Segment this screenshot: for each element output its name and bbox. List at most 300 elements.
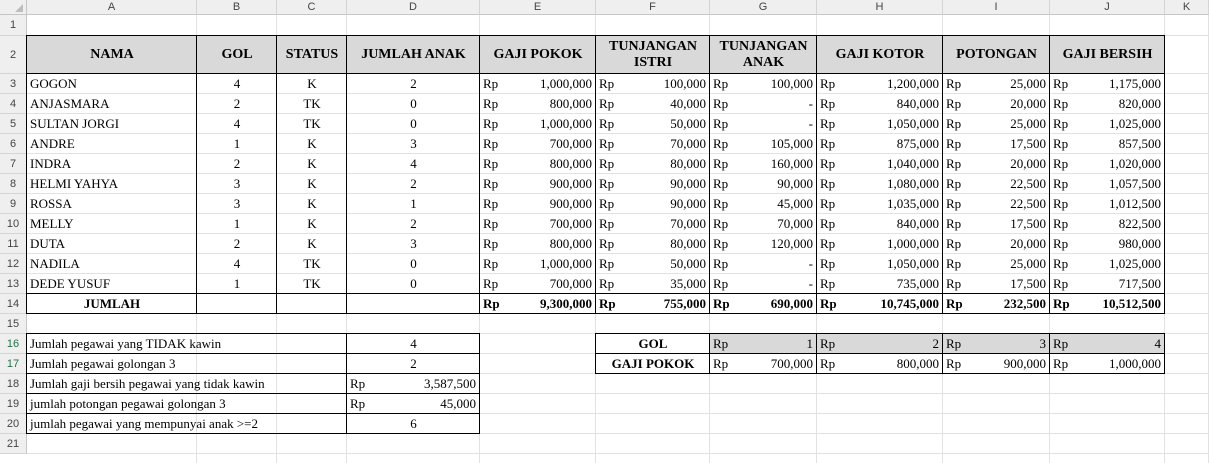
amount-value: 25,000 — [1010, 116, 1046, 131]
potongan-cell[interactable] — [943, 174, 1050, 194]
lookup-gol-cell[interactable] — [710, 334, 817, 354]
column-header-J[interactable]: J — [1050, 0, 1165, 15]
employee-name[interactable]: HELMI YAHYA — [30, 176, 118, 191]
table-border-v — [595, 36, 596, 314]
table-border-h — [26, 35, 1165, 36]
total-potongan[interactable] — [943, 294, 1050, 314]
employee-status[interactable]: K — [307, 216, 317, 231]
row-header-9[interactable]: 9 — [0, 194, 27, 214]
employee-children[interactable]: 3 — [410, 236, 417, 251]
gaji-bersih-cell[interactable] — [1050, 74, 1165, 94]
currency-label: Rp — [599, 196, 615, 211]
header-jumlah-anak[interactable]: JUMLAH ANAK — [347, 36, 480, 74]
gaji-pokok-cell[interactable] — [480, 154, 596, 174]
gaji-bersih-cell[interactable] — [1050, 274, 1165, 294]
amount-value: 857,500 — [1118, 136, 1161, 151]
row-header-6[interactable]: 6 — [0, 134, 27, 154]
tunjangan-anak-cell[interactable] — [710, 134, 817, 154]
amount-value: 22,500 — [1010, 196, 1046, 211]
amount-value: 755,000 — [663, 296, 706, 311]
currency-label: Rp — [1053, 176, 1069, 191]
lookup-gaji-cell[interactable] — [943, 354, 1050, 374]
currency-label: Rp — [820, 96, 836, 111]
gaji-pokok-cell[interactable] — [480, 274, 596, 294]
currency-label: Rp — [1053, 356, 1069, 371]
lookup-border — [595, 333, 596, 374]
total-gaji-bersih[interactable] — [1050, 294, 1165, 314]
header-gaji-kotor[interactable]: GAJI KOTOR — [817, 36, 943, 74]
row-header-14[interactable]: 14 — [0, 294, 27, 314]
tunjangan-anak-cell[interactable] — [710, 154, 817, 174]
lookup-gaji-cell[interactable] — [817, 354, 943, 374]
currency-label: Rp — [820, 76, 836, 91]
currency-label: Rp — [946, 176, 962, 191]
employee-status[interactable]: K — [307, 176, 317, 191]
summary-label[interactable]: Jumlah pegawai golongan 3 — [30, 356, 176, 371]
currency-label: Rp — [483, 236, 499, 251]
lookup-border — [709, 333, 710, 374]
gaji-kotor-cell[interactable] — [817, 234, 943, 254]
currency-label: Rp — [1053, 236, 1069, 251]
tunjangan-istri-cell[interactable] — [596, 134, 710, 154]
employee-gol[interactable]: 4 — [233, 256, 241, 271]
gaji-kotor-cell[interactable] — [817, 94, 943, 114]
row-header-7[interactable]: 7 — [0, 154, 27, 174]
potongan-cell[interactable] — [943, 274, 1050, 294]
amount-value: 45,000 — [440, 396, 476, 411]
employee-name[interactable]: ANJASMARA — [30, 96, 110, 111]
employee-status[interactable]: TK — [303, 96, 321, 111]
tunjangan-anak-cell[interactable] — [710, 214, 817, 234]
summary-label[interactable]: Jumlah pegawai yang TIDAK kawin — [30, 336, 222, 351]
currency-label: Rp — [1053, 196, 1069, 211]
gaji-kotor-cell[interactable] — [817, 194, 943, 214]
column-header-C[interactable]: C — [277, 0, 347, 15]
gaji-kotor-cell[interactable] — [817, 154, 943, 174]
gaji-bersih-cell[interactable] — [1050, 154, 1165, 174]
gaji-pokok-cell[interactable] — [480, 74, 596, 94]
currency-label: Rp — [946, 276, 962, 291]
header-status[interactable]: STATUS — [277, 36, 347, 74]
currency-label: Rp — [599, 216, 615, 231]
potongan-cell[interactable] — [943, 94, 1050, 114]
potongan-cell[interactable] — [943, 234, 1050, 254]
column-header-A[interactable]: A — [27, 0, 197, 15]
employee-gol[interactable]: 2 — [233, 236, 241, 251]
amount-value: 40,000 — [670, 96, 706, 111]
employee-gol[interactable]: 1 — [233, 136, 241, 151]
currency-label: Rp — [820, 116, 836, 131]
currency-label: Rp — [350, 396, 366, 411]
header-tunj-anak[interactable]: TUNJANGAN ANAK — [710, 36, 817, 74]
amount-value: 1,080,000 — [887, 176, 939, 191]
employee-status[interactable]: K — [307, 76, 317, 91]
currency-label: Rp — [713, 196, 729, 211]
amount-value: 17,500 — [1010, 276, 1046, 291]
header-potongan[interactable]: POTONGAN — [943, 36, 1050, 74]
currency-label: Rp — [820, 176, 836, 191]
total-tunjangan-anak[interactable] — [710, 294, 817, 314]
employee-name[interactable]: DUTA — [30, 236, 66, 251]
amount-value: 700,000 — [549, 136, 592, 151]
currency-label: Rp — [1053, 336, 1069, 351]
currency-label: Rp — [599, 236, 615, 251]
employee-gol[interactable]: 4 — [233, 116, 241, 131]
currency-label: Rp — [1053, 136, 1069, 151]
total-gaji-pokok[interactable] — [480, 294, 596, 314]
currency-label: Rp — [599, 176, 615, 191]
header-gaji-pokok[interactable]: GAJI POKOK — [480, 36, 596, 74]
row-header-8[interactable]: 8 — [0, 174, 27, 194]
amount-value: 820,000 — [1118, 96, 1161, 111]
employee-name[interactable]: DEDE YUSUF — [30, 276, 111, 291]
amount-value: 17,500 — [1010, 136, 1046, 151]
amount-value: - — [808, 96, 813, 111]
table-border-v — [26, 36, 27, 314]
employee-status[interactable]: K — [307, 196, 317, 211]
gaji-pokok-cell[interactable] — [480, 134, 596, 154]
currency-label: Rp — [483, 176, 499, 191]
employee-status[interactable]: K — [307, 236, 317, 251]
amount-value: 45,000 — [777, 196, 813, 211]
table-border-h — [26, 73, 1165, 74]
select-all-corner[interactable] — [0, 0, 27, 15]
row-header-20[interactable]: 20 — [0, 414, 27, 434]
currency-label: Rp — [713, 256, 729, 271]
gaji-kotor-cell[interactable] — [817, 74, 943, 94]
gaji-bersih-cell[interactable] — [1050, 134, 1165, 154]
amount-value: 1,035,000 — [887, 196, 939, 211]
currency-label: Rp — [820, 236, 836, 251]
lookup-border — [595, 373, 1165, 374]
employee-children[interactable]: 0 — [410, 276, 417, 291]
summary-label[interactable]: jumlah potongan pegawai golongan 3 — [30, 396, 226, 411]
potongan-cell[interactable] — [943, 194, 1050, 214]
currency-label: Rp — [820, 296, 837, 311]
amount-value: 800,000 — [549, 236, 592, 251]
gaji-kotor-cell[interactable] — [817, 114, 943, 134]
employee-name[interactable]: MELLY — [30, 216, 74, 231]
tunjangan-anak-cell[interactable] — [710, 74, 817, 94]
header-nama[interactable]: NAMA — [27, 36, 197, 74]
row-header-3[interactable]: 3 — [0, 74, 27, 94]
amount-value: 35,000 — [670, 276, 706, 291]
table-border-v — [346, 36, 347, 314]
table-border-h — [26, 313, 1165, 314]
gaji-kotor-cell[interactable] — [817, 174, 943, 194]
gaji-pokok-cell[interactable] — [480, 94, 596, 114]
currency-label: Rp — [946, 196, 962, 211]
row-header-12[interactable]: 12 — [0, 254, 27, 274]
gaji-pokok-cell[interactable] — [480, 254, 596, 274]
total-gaji-kotor[interactable] — [817, 294, 943, 314]
amount-value: 840,000 — [896, 96, 939, 111]
amount-value: 1,000,000 — [540, 76, 592, 91]
row-header-1[interactable]: 1 — [0, 15, 27, 36]
amount-value: 1,050,000 — [887, 256, 939, 271]
currency-label: Rp — [946, 136, 962, 151]
tunjangan-istri-cell[interactable] — [596, 154, 710, 174]
potongan-cell[interactable] — [943, 254, 1050, 274]
currency-label: Rp — [1053, 156, 1069, 171]
currency-label: Rp — [713, 96, 729, 111]
gaji-pokok-cell[interactable] — [480, 174, 596, 194]
lookup-border — [1164, 333, 1165, 374]
tunjangan-anak-cell[interactable] — [710, 194, 817, 214]
gridline-h — [27, 453, 1209, 454]
employee-gol[interactable]: 1 — [233, 216, 241, 231]
employee-status[interactable]: TK — [303, 276, 321, 291]
currency-label: Rp — [483, 216, 499, 231]
tunjangan-istri-cell[interactable] — [596, 94, 710, 114]
lookup-border — [816, 333, 817, 374]
amount-value: - — [808, 256, 813, 271]
lookup-gol-cell[interactable] — [1050, 334, 1165, 354]
employee-children[interactable]: 0 — [410, 116, 417, 131]
gaji-bersih-cell[interactable] — [1050, 254, 1165, 274]
totals-label[interactable]: JUMLAH — [83, 296, 141, 311]
tunjangan-istri-cell[interactable] — [596, 174, 710, 194]
row-header-10[interactable]: 10 — [0, 214, 27, 234]
currency-label: Rp — [713, 336, 729, 351]
column-header-E[interactable]: E — [480, 0, 596, 15]
currency-label: Rp — [1053, 116, 1069, 131]
row-header-17[interactable]: 17 — [0, 354, 27, 374]
employee-children[interactable]: 2 — [410, 76, 417, 91]
currency-label: Rp — [713, 116, 729, 131]
table-border-v — [942, 36, 943, 314]
currency-label: Rp — [713, 76, 729, 91]
tunjangan-anak-cell[interactable] — [710, 254, 817, 274]
currency-label: Rp — [820, 216, 836, 231]
summary-border — [346, 333, 347, 434]
column-header-K[interactable]: K — [1165, 0, 1209, 15]
currency-label: Rp — [820, 256, 836, 271]
summary-border — [26, 433, 480, 434]
gaji-kotor-cell[interactable] — [817, 214, 943, 234]
row-header-19[interactable]: 19 — [0, 394, 27, 414]
header-gol[interactable]: GOL — [197, 36, 277, 74]
employee-children[interactable]: 2 — [410, 216, 417, 231]
currency-label: Rp — [946, 96, 962, 111]
summary-label[interactable]: Jumlah gaji bersih pegawai yang tidak kawin — [30, 376, 265, 391]
tunjangan-istri-cell[interactable] — [596, 194, 710, 214]
row-header-2[interactable]: 2 — [0, 36, 27, 74]
gaji-kotor-cell[interactable] — [817, 254, 943, 274]
employee-status[interactable]: TK — [303, 116, 321, 131]
lookup-gol-cell[interactable] — [817, 334, 943, 354]
gaji-pokok-cell[interactable] — [480, 194, 596, 214]
employee-children[interactable]: 1 — [410, 196, 417, 211]
potongan-cell[interactable] — [943, 214, 1050, 234]
lookup-gol-label[interactable]: GOL — [638, 336, 668, 351]
tunjangan-istri-cell[interactable] — [596, 114, 710, 134]
gaji-kotor-cell[interactable] — [817, 274, 943, 294]
gaji-bersih-cell[interactable] — [1050, 194, 1165, 214]
column-header-F[interactable]: F — [596, 0, 710, 15]
amount-value: 822,500 — [1118, 216, 1161, 231]
amount-value: 232,500 — [1003, 296, 1046, 311]
currency-label: Rp — [483, 276, 499, 291]
potongan-cell[interactable] — [943, 154, 1050, 174]
currency-label: Rp — [946, 216, 962, 231]
summary-border — [26, 373, 480, 374]
amount-value: 800,000 — [896, 356, 939, 371]
gol-value: 4 — [1154, 336, 1161, 351]
amount-value: 20,000 — [1010, 236, 1046, 251]
currency-label: Rp — [599, 76, 615, 91]
potongan-cell[interactable] — [943, 74, 1050, 94]
row-header-15[interactable]: 15 — [0, 314, 27, 334]
potongan-cell[interactable] — [943, 114, 1050, 134]
column-header-I[interactable]: I — [943, 0, 1050, 15]
currency-label: Rp — [713, 276, 729, 291]
column-header-D[interactable]: D — [347, 0, 480, 15]
gaji-pokok-cell[interactable] — [480, 234, 596, 254]
employee-name[interactable]: GOGON — [30, 76, 77, 91]
gaji-bersih-cell[interactable] — [1050, 174, 1165, 194]
amount-value: 100,000 — [770, 76, 813, 91]
employee-children[interactable]: 0 — [410, 256, 417, 271]
amount-value: 900,000 — [549, 196, 592, 211]
amount-value: 900,000 — [1003, 356, 1046, 371]
amount-value: 800,000 — [549, 156, 592, 171]
employee-gol[interactable]: 4 — [233, 76, 241, 91]
currency-label: Rp — [946, 236, 962, 251]
header-tunj-istri[interactable]: TUNJANGAN ISTRI — [596, 36, 710, 74]
employee-gol[interactable]: 3 — [233, 196, 241, 211]
amount-value: 1,025,000 — [1109, 256, 1161, 271]
tunjangan-istri-cell[interactable] — [596, 74, 710, 94]
employee-name[interactable]: ANDRE — [30, 136, 75, 151]
tunjangan-istri-cell[interactable] — [596, 274, 710, 294]
currency-label: Rp — [946, 356, 962, 371]
currency-label: Rp — [713, 216, 729, 231]
row-header-11[interactable]: 11 — [0, 234, 27, 254]
employee-status[interactable]: K — [307, 136, 317, 151]
summary-label[interactable]: jumlah pegawai yang mempunyai anak >=2 — [30, 416, 259, 431]
gaji-bersih-cell[interactable] — [1050, 94, 1165, 114]
amount-value: 700,000 — [549, 216, 592, 231]
amount-value: 717,500 — [1118, 276, 1161, 291]
total-tunjangan-istri[interactable] — [596, 294, 710, 314]
currency-label: Rp — [599, 276, 615, 291]
gaji-bersih-cell[interactable] — [1050, 234, 1165, 254]
employee-name[interactable]: NADILA — [30, 256, 80, 271]
currency-label: Rp — [946, 296, 963, 311]
currency-label: Rp — [483, 156, 499, 171]
gaji-pokok-cell[interactable] — [480, 114, 596, 134]
row-header-4[interactable]: 4 — [0, 94, 27, 114]
gaji-bersih-cell[interactable] — [1050, 214, 1165, 234]
gaji-kotor-cell[interactable] — [817, 134, 943, 154]
summary-value[interactable]: 4 — [410, 336, 417, 351]
row-header-16[interactable]: 16 — [0, 334, 27, 354]
currency-label: Rp — [599, 116, 615, 131]
currency-label: Rp — [820, 156, 836, 171]
employee-gol[interactable]: 2 — [233, 156, 241, 171]
currency-label: Rp — [1053, 216, 1069, 231]
employee-name[interactable]: INDRA — [30, 156, 72, 171]
employee-children[interactable]: 3 — [410, 136, 417, 151]
summary-value[interactable] — [347, 374, 480, 394]
row-header-5[interactable]: 5 — [0, 114, 27, 134]
currency-label: Rp — [713, 356, 729, 371]
amount-value: 1,057,500 — [1109, 176, 1161, 191]
tunjangan-anak-cell[interactable] — [710, 174, 817, 194]
employee-status[interactable]: TK — [303, 256, 321, 271]
lookup-border — [1049, 333, 1050, 374]
amount-value: 1,200,000 — [887, 76, 939, 91]
tunjangan-anak-cell[interactable] — [710, 94, 817, 114]
employee-gol[interactable]: 1 — [233, 276, 241, 291]
lookup-gaji-cell[interactable] — [710, 354, 817, 374]
summary-value[interactable] — [347, 394, 480, 414]
potongan-cell[interactable] — [943, 134, 1050, 154]
employee-children[interactable]: 0 — [410, 96, 417, 111]
currency-label: Rp — [599, 136, 615, 151]
employee-children[interactable]: 2 — [410, 176, 417, 191]
lookup-gaji-label[interactable]: GAJI POKOK — [611, 356, 695, 371]
lookup-border — [595, 353, 1165, 354]
row-header-18[interactable]: 18 — [0, 374, 27, 394]
summary-border — [26, 353, 480, 354]
row-header-13[interactable]: 13 — [0, 274, 27, 294]
amount-value: 50,000 — [670, 116, 706, 131]
column-header-H[interactable]: H — [817, 0, 943, 15]
employee-name[interactable]: ROSSA — [30, 196, 72, 211]
tunjangan-istri-cell[interactable] — [596, 234, 710, 254]
tunjangan-anak-cell[interactable] — [710, 234, 817, 254]
summary-value[interactable]: 6 — [410, 416, 417, 431]
currency-label: Rp — [1053, 296, 1070, 311]
table-border-v — [709, 36, 710, 314]
summary-value[interactable]: 2 — [410, 356, 417, 371]
summary-border — [26, 393, 480, 394]
amount-value: 1,050,000 — [887, 116, 939, 131]
currency-label: Rp — [820, 336, 836, 351]
currency-label: Rp — [820, 196, 836, 211]
currency-label: Rp — [946, 76, 962, 91]
currency-label: Rp — [820, 136, 836, 151]
row-header-21[interactable]: 21 — [0, 434, 27, 454]
employee-gol[interactable]: 2 — [233, 96, 241, 111]
tunjangan-istri-cell[interactable] — [596, 254, 710, 274]
amount-value: 1,012,500 — [1109, 196, 1161, 211]
tunjangan-anak-cell[interactable] — [710, 114, 817, 134]
amount-value: 80,000 — [670, 156, 706, 171]
header-gaji-bersih[interactable]: GAJI BERSIH — [1050, 36, 1165, 74]
column-header-B[interactable]: B — [197, 0, 277, 15]
currency-label: Rp — [820, 276, 836, 291]
amount-value: 700,000 — [770, 356, 813, 371]
employee-name[interactable]: SULTAN JORGI — [30, 116, 120, 131]
tunjangan-anak-cell[interactable] — [710, 274, 817, 294]
table-border-v — [1049, 36, 1050, 314]
employee-gol[interactable]: 3 — [233, 176, 241, 191]
lookup-gol-cell[interactable] — [943, 334, 1050, 354]
lookup-gaji-cell[interactable] — [1050, 354, 1165, 374]
tunjangan-istri-cell[interactable] — [596, 214, 710, 234]
employee-status[interactable]: K — [307, 156, 317, 171]
currency-label: Rp — [483, 256, 499, 271]
amount-value: 980,000 — [1118, 236, 1161, 251]
gaji-bersih-cell[interactable] — [1050, 114, 1165, 134]
employee-children[interactable]: 4 — [410, 156, 417, 171]
amount-value: - — [808, 276, 813, 291]
gaji-pokok-cell[interactable] — [480, 214, 596, 234]
column-header-G[interactable]: G — [710, 0, 817, 15]
